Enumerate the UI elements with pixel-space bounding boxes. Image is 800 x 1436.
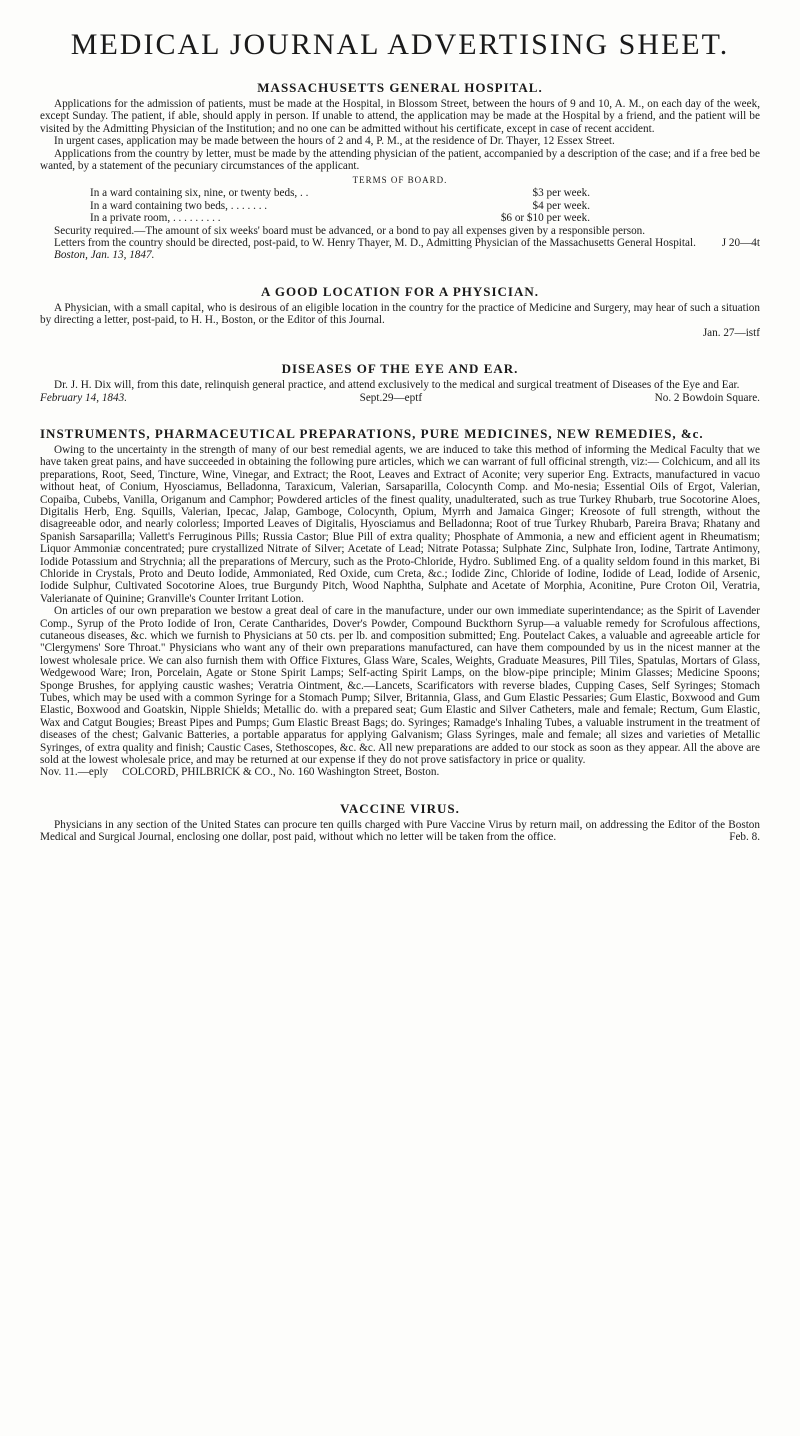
rate-label: In a ward containing six, nine, or twenty beds, . . [90, 187, 309, 200]
eye-ad-address: No. 2 Bowdoin Square. [654, 391, 760, 404]
instruments-ad [40, 426, 760, 779]
hospital-ad-paragraph [40, 237, 760, 249]
hospital-ad-paragraph: Security required.—The amount of six weeks' board must be advanced, or a bond to pay all expenses given by a responsible person. [54, 224, 646, 237]
insertion-code: J 20—4t [721, 237, 760, 250]
hospital-ad-dateline: Boston, Jan. 13, 1847. [54, 249, 155, 262]
hospital-ad-paragraph: Applications for the admission of patients, must be made at the Hospital, in Blossom Street, between the hours of 9 and 10, A. M., on each day of the week, except Sunday. The patient, if able, should apply in person. If unable to attend, the application may be made at the Hospital by a friend, and the patient will be visited by the Admitting Physician of the Institution; and no one can be admitted without his certificate, except in case of recent accident. [40, 98, 760, 135]
instruments-ad-title: INSTRUMENTS, PHARMACEUTICAL PREPARATIONS, PURE MEDICINES, NEW REMEDIES, &c. [40, 425, 704, 441]
instruments-ad-paragraph: Owing to the uncertainty in the strength of many of our best remedial agents, we are induced to take this method of informing the Medical Faculty that we have taken great pains, and have succeeded in obtaining the following pure articles, which we can warrant of full officinal strength, viz:— Colchicum, and all its preparations, Root, Seed, Tincture, Wine, Vinegar, and Extract; the Root, Leaves and Extract of Aconite; very superior Eng. Extracts, manufactured in vacuo without heat, of Conium, Hyosciamus, Belladonna, Taraxicum, Valerian, Sarsaparilla, Colocynth Comp. and Mo-nesia; Essential Oils of Ergot, Valerian, Copaiba, Cubebs, Vanilla, Origanum and Camphor; Powdered articles of the finest quality, unadulterated, such as true Turkey Rhubarb, true Socotorine Aloes, Digitalis Herb, Eng. Squills, Valerian, Ipecac, Jalap, Gamboge, Colocynth, Opium, Myrrh and Jamaica Ginger; Kreosote of full strength, without the disagreeable odor, and nearly colorless; Imported Leaves of Digitalis, Hyosciamus and Belladonna; Root of true Turkey Rhubarb, Pareira Brava; Rhatany and Spanish Sarsaparilla; Vallett's Ferruginous Pills; Russia Castor; Blue Pill of extra quality; Phosphate of Ammonia, a new and efficient agent in Rheumatism; Liquor Ammoniæ concentrated; pure crystallized Nitrate of Silver; Acetate of Lead; Nitrate Potassa; Sulphate Zinc, Sulphate Iron, Iodine, Tartrate Antimony, Iodide Potassium and Strychnia; all the preparations of Mercury, such as the Proto-Chloride, Hydro. Sublimed Eng. of a quality seldom found in this market, Bi Chloride in Crystals, Proto and Deuto Iodide, Ammoniated, Red Oxide, cum Creta, &c.; Iodide Zinc, Chloride of Iodine, Iodide of Lead, Iodide of Arsenic, Iodide Sulphur, Cultivated Socotorine Aloes, true Burgundy Pitch, Wood Naphtha, Sulphate and Acetate of Morphia, Aconitine, Pure Croton Oil, Veratria, Valerianate of Quinine; Granville's Counter Irritant Lotion. [40, 443, 760, 605]
eye-ad-footer [40, 392, 760, 404]
insertion-code: Jan. 27—istf [702, 326, 760, 339]
hospital-ad-letters: Letters from the country should be directed, post-paid, to W. Henry Thayer, M. D., Admitting Physician of the Massachusetts General Hospital. [54, 237, 696, 250]
location-ad-title: A GOOD LOCATION FOR A PHYSICIAN. [260, 283, 540, 299]
rate-row [40, 200, 590, 212]
insertion-code: Sept.29—eptf [359, 391, 423, 404]
vaccine-ad-text [40, 819, 760, 844]
eye-ad-date: February 14, 1843. [40, 391, 128, 404]
location-ad [40, 284, 760, 339]
rate-price: $4 per week. [532, 199, 590, 212]
rate-row [40, 212, 590, 224]
page-title: MEDICAL JOURNAL ADVERTISING SHEET. [70, 28, 730, 61]
hospital-ad-paragraph: Applications from the country by letter, must be made by the attending physician of the patient, accompanied by a description of the case; and if a free bed be wanted, by a statement of the pecuniary circumstances of the applicant. [40, 147, 760, 173]
eye-ad-title: DISEASES OF THE EYE AND EAR. [281, 361, 519, 377]
vaccine-ad [40, 801, 760, 844]
rate-label: In a ward containing two beds, . . . . . . . [90, 199, 268, 212]
location-ad-text: A Physician, with a small capital, who is desirous of an eligible location in the country for the practice of Medicine and Surgery, may hear of such a situation by directing a letter, post-paid, to H. H., Boston, or the Editor of this Journal. [40, 301, 760, 327]
rate-row [40, 187, 590, 199]
rate-label: In a private room, . . . . . . . . . [90, 212, 221, 225]
rate-price: $6 or $10 per week. [500, 212, 590, 225]
vaccine-ad-title: VACCINE VIRUS. [340, 800, 460, 816]
hospital-ad-title: MASSACHUSETTS GENERAL HOSPITAL. [257, 80, 543, 95]
hospital-ad [40, 80, 760, 262]
terms-heading: TERMS OF BOARD. [352, 175, 448, 186]
rate-price: $3 per week. [532, 187, 590, 200]
instruments-ad-footer: Nov. 11.—eply COLCORD, PHILBRICK & CO., No. 160 Washington Street, Boston. [40, 766, 440, 779]
eye-ad-text: Dr. J. H. Dix will, from this date, relinquish general practice, and attend exclusively to the medical and surgical treatment of Diseases of the Eye and Ear. [54, 379, 740, 392]
insertion-code: Feb. 8. [729, 831, 760, 844]
eye-ad [40, 361, 760, 404]
hospital-ad-paragraph: In urgent cases, application may be made between the hours of 2 and 4, P. M., at the residence of Dr. Thayer, 12 Essex Street. [54, 135, 615, 148]
vaccine-ad-body: Physicians in any section of the United States can procure ten quills charged with Pure Vaccine Virus by return mail, on addressing the Editor of the Boston Medical and Surgical Journal, enclosing one dollar, post paid, without which no letter will be taken from the office. [40, 818, 760, 844]
instruments-ad-paragraph: On articles of our own preparation we bestow a great deal of care in the manufacture, under our own immediate superintendance; as the Spirit of Lavender Comp., Syrup of the Proto Iodide of Iron, Cerate Cantharides, Dover's Powder, Compound Buckthorn Syrup—a valuable remedy for Scrofulous affections, cutaneous diseases, &c. which we furnish to Physicians at 50 cts. per lb. and composition submitted; Eng. Poutelact Cakes, a valuable and agreeable article for "Clergymens' Sore Throat." Physicians who want any of their own preparations manufactured, can have them compounded by us in the nicest manner at the lowest wholesale price. We can also furnish them with Office Fixtures, Glass Ware, Scales, Weights, Graduate Measures, Pill Tiles, Spatulas, Mortars of Glass, Wedgewood Ware; Iron, Porcelain, Agate or Stone Spirit Lamps; Self-acting Spirit Lamps, on the blow-pipe principle; Minim Glasses; Medicine Spoons; Sponge Brushes, for applying caustic washes; Veratria Ointment, &c.—Lancets, Scarificators with reverse blades, Cupping Cases, Self Syringes; Stomach Tubes, which may be used with a common Syringe for a Stomach Pump; Silver, Britannia, Glass, and Gum Elastic Pessaries; Gum Elastic, Boxwood and Gum Elastic, Boxwood and Goatskin, Nipple Shields; Metallic do. with a prepared seat; Gum Elastic and Silver Catheters, male and female; Rectum, Gum Elastic, Wax and Catgut Bougies; Breast Pipes and Pumps; Gum Elastic Breast Bags; do. Syringes; Ramadge's Inhaling Tubes, a valuable instrument in the treatment of diseases of the chest; Galvanic Batteries, a portable apparatus for applying Galvanism; Glass Syringes, male and female; all sizes and varieties of Metallic Syringes, of extra quality and finish; Caustic Cases, Stethoscopes, &c. &c. All new preparations are added to our stock as soon as they appear. All the above are sold at the lowest wholesale price, and may be returned at our expense if they do not prove satisfactory in price or quality. [40, 605, 760, 767]
